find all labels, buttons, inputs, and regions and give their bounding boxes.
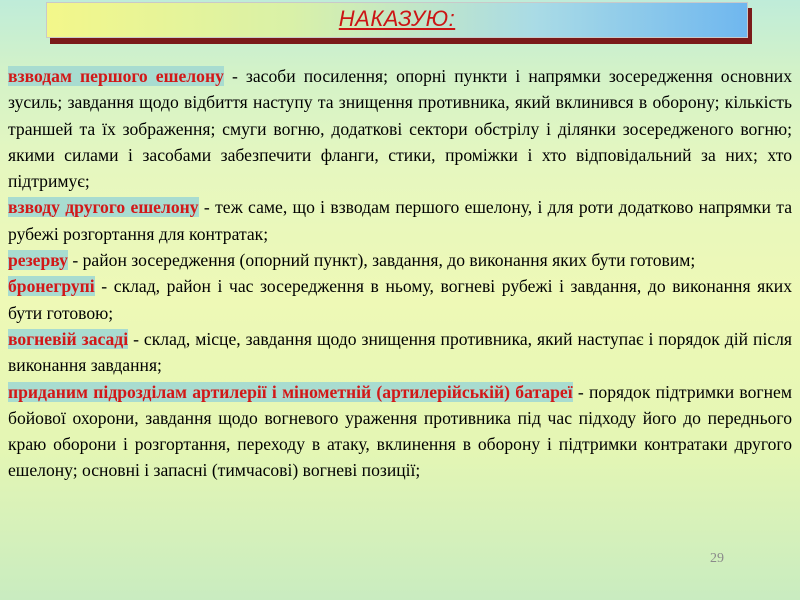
order-term: взводу другого ешелону [8,197,199,218]
order-term: резерву [8,250,68,271]
order-term: вогневій засаді [8,328,129,349]
order-text: - склад, район і час зосередження в ньому, вогневі рубежі і завдання, до виконання яких бути готовою; [8,276,792,323]
order-item-second-echelon-platoon [8,194,792,247]
order-text: - засоби посилення; опорні пункти і напрямки зосередження основних зусиль; завдання щодо відбиття наступу та знищення противника, який вклинився в оборону; кількість траншей та їх зображення; смуги вогню, додаткові сектори обстрілу і ділянки зосередженого вогню; якими силами і засобами забезпечити фланги, стики, проміжки і хто відповідальний за них; хто підтримує; [8,66,792,192]
order-term: приданим підрозділам артилерії і мінометній (артилерійській) батареї [8,381,573,402]
page-number: 29 [710,551,724,566]
order-term: взводам першого ешелону [8,66,224,86]
title-banner [46,2,748,38]
order-item-fire-ambush [8,326,792,379]
orders-list [8,63,792,484]
order-item-armored-group [8,273,792,326]
slide-title: НАКАЗУЮ: [338,6,456,31]
order-text: - район зосередження (опорний пункт), завдання, до виконання яких бути готовим; [67,250,696,271]
order-text: - склад, місце, завдання щодо знищення противника, який наступає і порядок дій після виконання завдання; [8,328,793,376]
order-item-first-echelon-platoons [8,63,792,194]
order-item-reserve [8,247,792,273]
order-item-attached-artillery [8,379,792,484]
order-text: - порядок підтримки вогнем бойової охорони, завдання щодо вогневого ураження противника під час підходу його до переднього краю оборони і розгортання, переходу в атаку, вклинення в оборону і підтримки контратаки другого ешелону; основні і запасні (тимчасові) вогневі позиції; [8,381,792,481]
order-term: бронегрупі [8,276,95,297]
order-text: - теж саме, що і взводам першого ешелону, і для роти додатково напрямки та рубежі розгортання для контратак; [8,197,792,244]
